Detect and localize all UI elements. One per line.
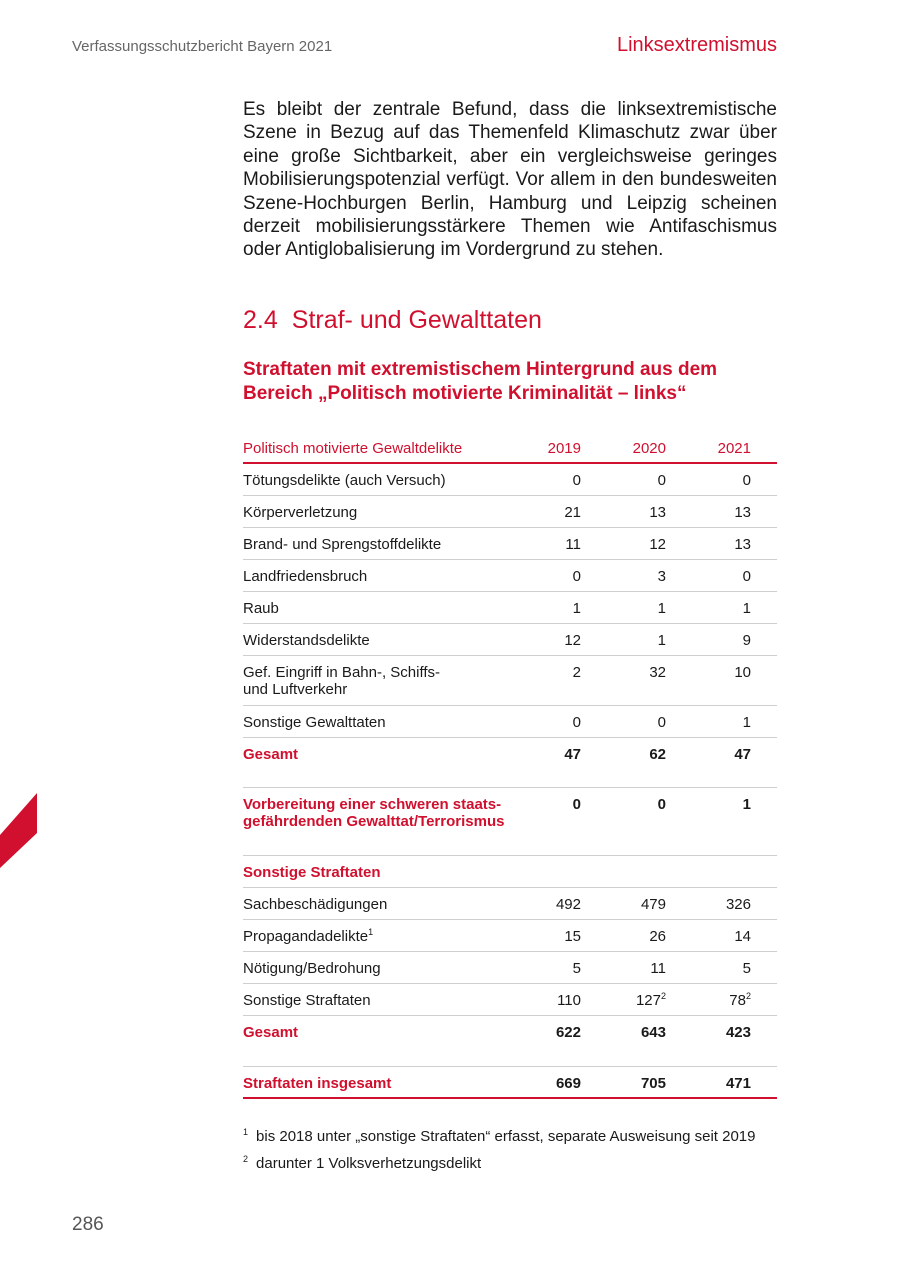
section-heading — [243, 306, 542, 335]
table-row: Gef. Eingriff in Bahn-, Schiffs- und Luftverkehr 2 32 10 — [243, 655, 777, 705]
section-number: 2.4 — [243, 306, 278, 334]
table-row: Sonstige Straftaten 110 $127^2$ $78^2$ — [243, 984, 777, 1016]
table-row: Körperverletzung 21 13 13 — [243, 495, 777, 527]
footnote-ref: 1 — [368, 927, 374, 937]
body-paragraph: Es bleibt der zentrale Befund, dass die linksextremistische Szene in Bezug auf das Themenfeld Klimaschutz zwar über eine große Sichtbarkeit, aber ein vergleichsweise geringes Mobilisierungspotenzial verfügt. Vor allem in den bundesweiten Szene-Hochburgen Berlin, Hamburg und Leipzig scheinen derzeit mobilisierungsstärkere Themen wie Antifaschismus oder Antiglobalisierung im Vordergrund zu stehen. — [243, 99, 777, 261]
header-year-2019: 2019 — [525, 434, 581, 463]
table-row: Landfriedensbruch 0 3 0 — [243, 559, 777, 591]
header-label: Politisch motivierte Gewaltdelikte — [243, 434, 525, 463]
grand-total-row: Straftaten insgesamt 669 705 471 — [243, 1066, 777, 1098]
footnote-ref: 2 — [745, 991, 751, 1001]
table-row: Brand- und Sprengstoffdelikte 11 12 13 — [243, 527, 777, 559]
page-edge-marker — [0, 793, 37, 868]
table-row: Nötigung/Bedrohung 5 11 5 — [243, 952, 777, 984]
table-header-row — [243, 434, 777, 463]
section-title: Straf- und Gewalttaten — [291, 306, 542, 334]
chapter-title: Linksextremismus — [616, 34, 777, 56]
header-year-2021: 2021 — [695, 434, 751, 463]
other-total-row: Gesamt 622 643 423 — [243, 1024, 751, 1041]
violent-total-row: Gesamt 47 62 47 — [243, 745, 751, 763]
table-row: Raub 1 1 1 — [243, 591, 777, 623]
table-row: Sonstige Gewalttaten 0 0 1 — [243, 705, 777, 737]
crime-statistics-table — [243, 434, 777, 1099]
running-header: Verfassungsschutzbericht Bayern 2021 — [72, 38, 333, 55]
table-row: Widerstandsdelikte 12 1 9 — [243, 623, 777, 655]
table-row: Tötungsdelikte (auch Versuch) 0 0 0 — [243, 463, 777, 495]
table-row: Sachbeschädigungen 492 479 326 — [243, 888, 777, 920]
terror-prep-row: Vorbereitung einer schweren staats- gefährdenden Gewalttat/Terrorismus 0 0 1 — [243, 796, 751, 830]
table-caption: Straftaten mit extremistischem Hintergrund aus dem Bereich „Politisch motivierte Kriminalität – links“ — [243, 359, 718, 404]
footnote: $^2$ darunter 1 Volksverhetzungsdelikt — [243, 1154, 482, 1172]
other-section-header: Sonstige Straftaten — [243, 856, 777, 888]
footnotes — [243, 1124, 755, 1178]
page-number: 286 — [72, 1214, 104, 1235]
footnote: $^1$ bis 2018 unter „sonstige Straftaten“ erfasst, separate Ausweisung seit 2019 — [243, 1127, 756, 1145]
footnote-ref: 2 — [660, 991, 666, 1001]
header-year-2020: 2020 — [610, 434, 666, 463]
table-row: Propagandadelikte$^1$ 15 26 14 — [243, 920, 777, 952]
